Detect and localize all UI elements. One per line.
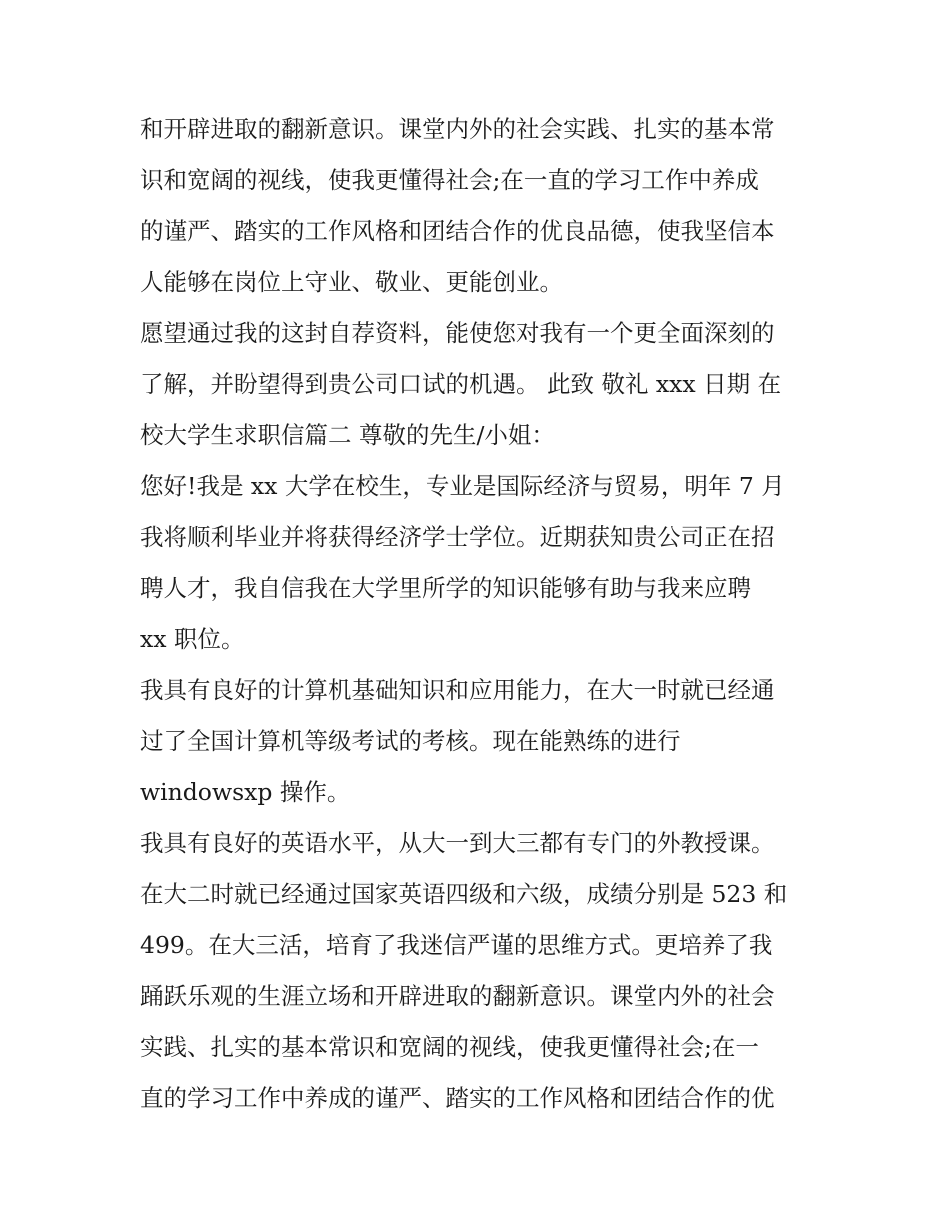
- text-line: 校大学生求职信篇二 尊敬的先生/小姐：: [140, 421, 555, 449]
- text-line: 聘人才，我自信我在大学里所学的知识能够有助与我来应聘: [140, 574, 751, 602]
- text-line: windowsxp 操作。: [140, 778, 351, 806]
- text-line: 过了全国计算机等级考试的考核。现在能熟练的进行: [140, 727, 681, 755]
- text-line: 愿望通过我的这封自荐资料，能使您对我有一个更全面深刻的: [140, 319, 775, 347]
- text-line: 我具有良好的英语水平，从大一到大三都有专门的外教授课。: [140, 829, 775, 857]
- text-line: 和开辟进取的翻新意识。课堂内外的社会实践、扎实的基本常: [140, 115, 775, 143]
- text-line: 在大二时就已经通过国家英语四级和六级，成绩分别是 523 和: [140, 880, 788, 908]
- text-line: 直的学习工作中养成的谨严、踏实的工作风格和团结合作的优: [140, 1084, 775, 1112]
- text-line: xx 职位。: [140, 625, 245, 653]
- text-line: 我将顺利毕业并将获得经济学士学位。近期获知贵公司正在招: [140, 523, 775, 551]
- text-line: 实践、扎实的基本常识和宽阔的视线，使我更懂得社会;在一: [140, 1033, 759, 1061]
- text-line: 识和宽阔的视线，使我更懂得社会;在一直的学习工作中养成: [140, 166, 759, 194]
- text-line: 人能够在岗位上守业、敬业、更能创业。: [140, 268, 563, 296]
- text-line: 您好!我是 xx 大学在校生，专业是国际经济与贸易，明年 7 月: [140, 472, 785, 500]
- body-text: [140, 104, 820, 1124]
- text-line: 499。在大三活，培育了我迷信严谨的思维方式。更培养了我: [140, 931, 773, 959]
- text-line: 踊跃乐观的生涯立场和开辟进取的翻新意识。课堂内外的社会: [140, 982, 775, 1010]
- text-line: 了解，并盼望得到贵公司口试的机遇。 此致 敬礼 xxx 日期 在: [140, 370, 782, 398]
- text-line: 的谨严、踏实的工作风格和团结合作的优良品德，使我坚信本: [140, 217, 775, 245]
- text-line: 我具有良好的计算机基础知识和应用能力，在大一时就已经通: [140, 676, 775, 704]
